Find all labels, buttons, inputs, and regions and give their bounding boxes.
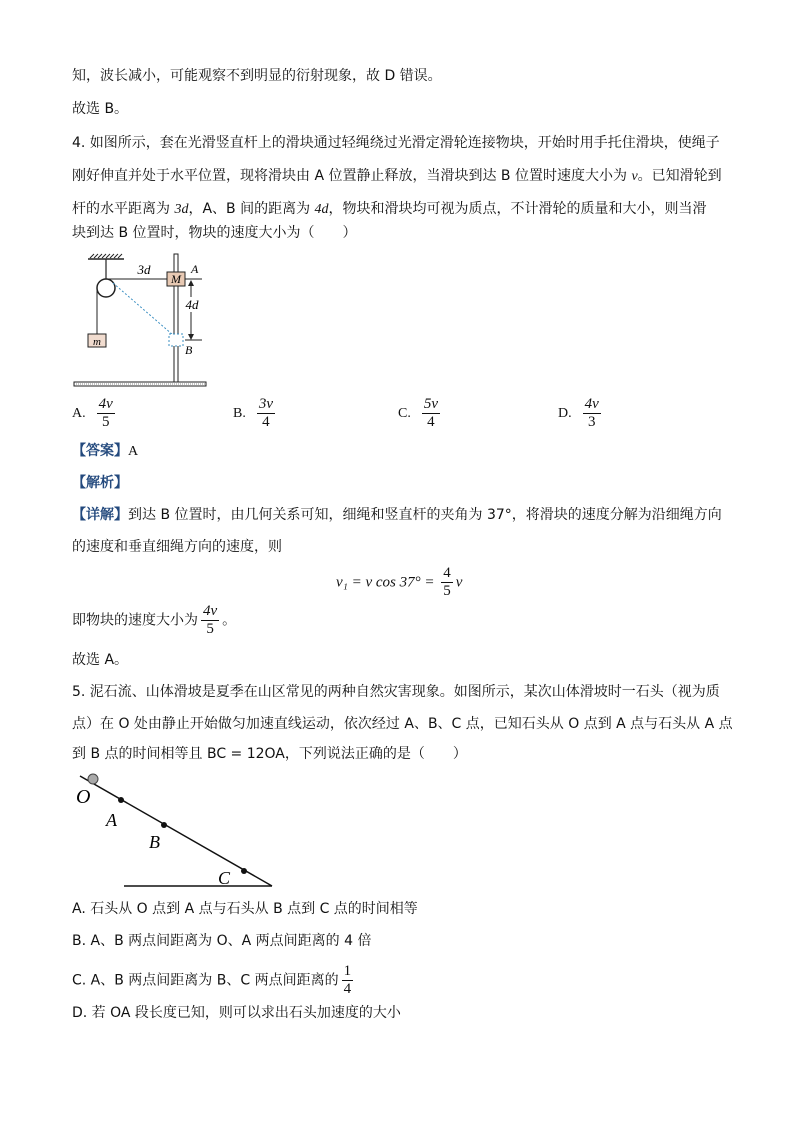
q4-stem-line-2 — [72, 166, 722, 187]
mass-m-label: m — [93, 336, 101, 348]
label-A: A — [191, 262, 199, 276]
prev-text-line-1: 知，波长减小，可能观察不到明显的衍射现象，故 D 错误。 — [72, 68, 442, 84]
q4-conclusion: 故选 A。 — [72, 652, 129, 668]
q4-option-b[interactable] — [233, 396, 278, 431]
label-4d: 4d — [185, 297, 199, 312]
answer-tag: 【答案】 — [72, 443, 128, 459]
label-A: A — [106, 810, 117, 830]
option-fraction: $\frac{3v}{4}$ — [258, 396, 274, 430]
prev-conclusion: 故选 B。 — [72, 101, 129, 117]
distance-4d: 4d — [314, 202, 329, 217]
option-label: B. — [233, 405, 246, 421]
formula-fraction: $\frac{4}{5}$ — [443, 565, 451, 599]
q4-detail-line-1 — [72, 505, 722, 525]
formula-text: v₁ = v cos 37° = — [336, 574, 439, 591]
label-B: B — [149, 832, 160, 852]
option-text: C. A、B 两点间距离为 B、C 两点间距离的 — [72, 972, 339, 989]
detail-tag: 【详解】 — [72, 507, 128, 523]
q4-formula — [336, 565, 462, 600]
q5-stem-line-1: 5. 泥石流、山体滑坡是夏季在山区常见的两种自然灾害现象。如图所示，某次山体滑坡时一石头（视为质 — [72, 684, 720, 700]
slope-diagram — [72, 770, 282, 892]
detail-text: 到达 B 位置时，由几何关系可知，细绳和竖直杆的夹角为 37°，将滑块的速度分解为沿细绳方向 — [128, 507, 722, 523]
distance-3d: 3d — [174, 202, 189, 217]
formula-text: v — [455, 574, 463, 591]
result-text: 即物块的速度大小为 — [72, 612, 198, 629]
q4-analysis-heading — [72, 473, 128, 493]
q5-stem-line-3: 到 B 点的时间相等且 BC = 12OA，下列说法正确的是（ ） — [72, 746, 467, 762]
q4-stem-text: 杆的水平距离为 — [72, 201, 175, 217]
label-B: B — [185, 343, 193, 357]
analysis-tag: 【解析】 — [72, 475, 128, 491]
option-fraction: $\frac{4v}{3}$ — [584, 396, 599, 430]
q4-option-d[interactable] — [558, 396, 604, 431]
q4-stem-text: 刚好伸直并处于水平位置，现将滑块由 A 位置静止释放，当滑块到达 B 位置时速度大小为 — [72, 168, 632, 184]
q4-stem-text: 。已知滑轮到 — [637, 168, 722, 184]
q4-detail-line-2: 的速度和垂直细绳方向的速度，则 — [72, 539, 282, 555]
q4-stem-text: ，A、B 间的距离为 — [188, 201, 315, 217]
label-3d: 3d — [137, 262, 151, 277]
q4-stem-text: ，物块和滑块均可视为质点，不计滑轮的质量和大小，则当滑 — [328, 201, 707, 217]
option-label: D. — [558, 405, 572, 421]
q5-option-a[interactable]: A. 石头从 O 点到 A 点与石头从 B 点到 C 点的时间相等 — [72, 901, 418, 917]
answer-value: A — [128, 444, 139, 459]
option-label: A. — [72, 405, 86, 421]
option-label: C. — [398, 405, 411, 421]
q4-option-a[interactable] — [72, 396, 118, 431]
q4-answer — [72, 441, 138, 462]
q4-option-c[interactable] — [398, 396, 443, 431]
q5-option-d[interactable]: D. 若 OA 段长度已知，则可以求出石头加速度的大小 — [72, 1005, 401, 1021]
option-fraction: $\frac{5v}{4}$ — [423, 396, 439, 430]
q5-stem-line-2: 点）在 O 处由静止开始做匀加速直线运动，依次经过 A、B、C 点，已知石头从 O 点到 A 点与石头从 A 点 — [72, 716, 733, 732]
q4-stem-line-3 — [72, 199, 707, 220]
result-text: 。 — [222, 612, 237, 629]
result-fraction: $\frac{4v}{5}$ — [203, 603, 218, 637]
option-fraction: $\frac{1}{4}$ — [343, 963, 352, 997]
slider-M-label: M — [171, 272, 181, 286]
label-O: O — [76, 786, 91, 808]
pulley-slider-diagram — [72, 252, 212, 392]
option-fraction: $\frac{4v}{5}$ — [98, 396, 113, 430]
q4-result — [72, 603, 236, 638]
q4-stem-line-4: 块到达 B 位置时，物块的速度大小为（ ） — [72, 225, 357, 241]
q5-option-b[interactable]: B. A、B 两点间距离为 O、A 两点间距离的 4 倍 — [72, 933, 372, 949]
q5-option-c[interactable] — [72, 963, 356, 998]
velocity-symbol: v — [631, 169, 638, 184]
label-C: C — [218, 868, 231, 888]
q4-stem-line-1: 4. 如图所示，套在光滑竖直杆上的滑块通过轻绳绕过光滑定滑轮连接物块，开始时用手托住滑块，使绳子 — [72, 135, 720, 151]
